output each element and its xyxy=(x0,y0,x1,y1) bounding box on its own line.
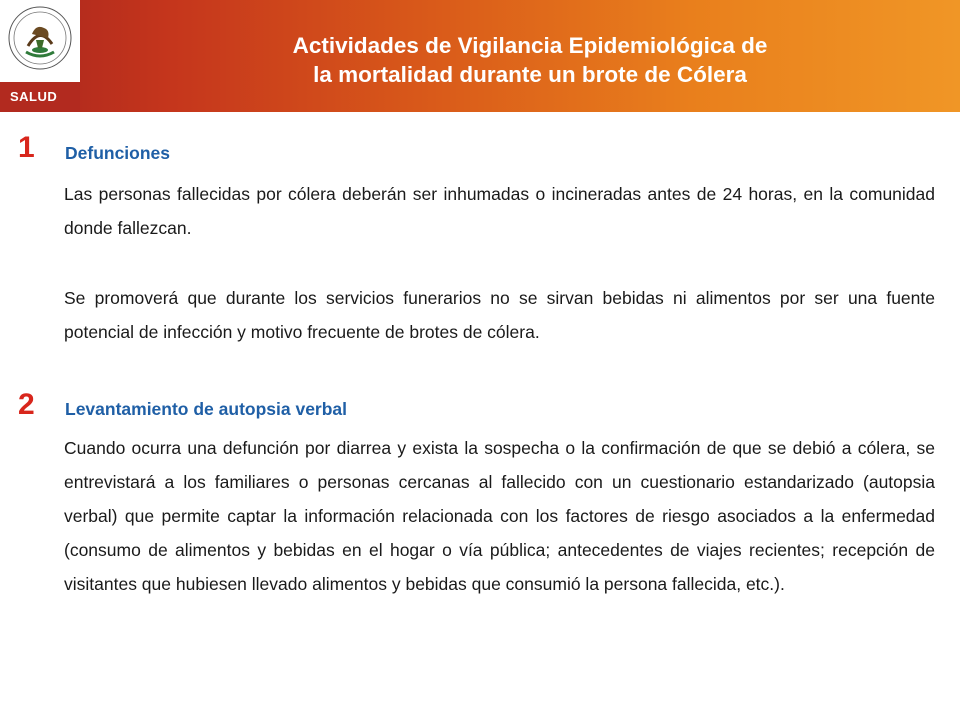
section-1-paragraph-1: Las personas fallecidas por cólera deberán ser inhumadas o incineradas antes de 24 horas, en la comunidad donde fallezcan. xyxy=(64,184,935,238)
section-2-paragraph-1: Cuando ocurra una defunción por diarrea y exista la sospecha o la confirmación de que se debió a cólera, se entrevistará a los familiares o personas cercanas al fallecido con un cuestionario estandarizado (autopsia verbal) que permite captar la información relacionada con los factores de riesgo asociados a la enfermedad (consumo de alimentos y bebidas en el hogar o vía pública; antecedentes de viajes recientes; recepción de visitantes que hubiesen llevado alimentos y bebidas que consumió la persona fallecida, etc.). xyxy=(64,438,935,594)
section-1-paragraph-2: Se promoverá que durante los servicios funerarios no se sirvan bebidas ni alimentos por ser una fuente potencial de infección y motivo frecuente de brotes de cólera. xyxy=(64,288,935,342)
page-title-line-2: la mortalidad durante un brote de Cólera xyxy=(313,62,747,87)
section-1-number: 1 xyxy=(18,131,35,164)
page-title-line-1: Actividades de Vigilancia Epidemiológica de xyxy=(292,33,768,58)
coat-of-arms-icon xyxy=(6,4,74,72)
section-1-title: Defunciones xyxy=(65,143,171,163)
salud-band xyxy=(0,80,80,112)
salud-logo xyxy=(0,0,80,112)
page-title xyxy=(130,31,930,89)
header-banner xyxy=(0,0,960,112)
salud-label: SALUD xyxy=(10,89,58,104)
section-2-title: Levantamiento de autopsia verbal xyxy=(65,399,348,419)
section-2-number: 2 xyxy=(18,388,35,421)
